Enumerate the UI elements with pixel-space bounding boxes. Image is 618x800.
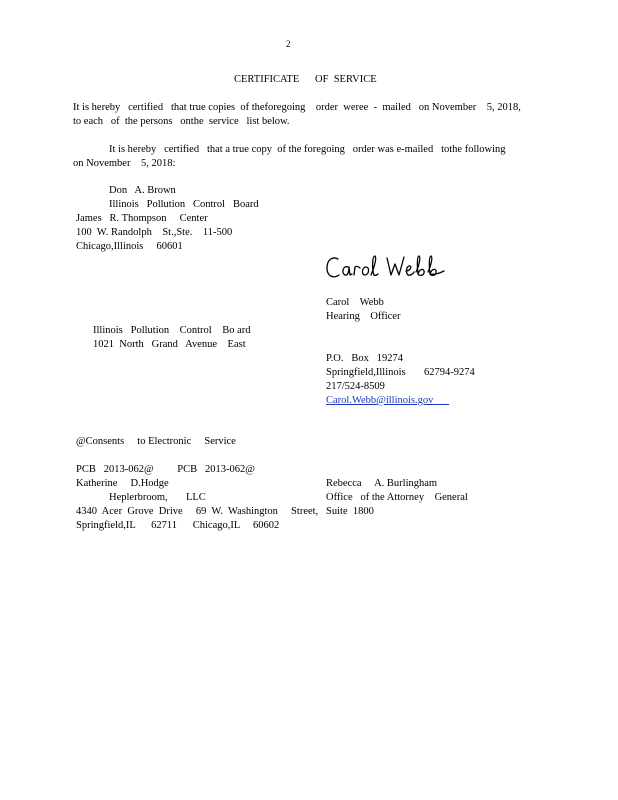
service-list-case-numbers: PCB 2013-062@ PCB 2013-062@: [76, 464, 255, 475]
recipient-org: Illinois Pollution Control Board: [109, 199, 259, 210]
recipient-building: James R. Thompson Center: [76, 213, 208, 224]
sender-email-text: Carol.Webb@illinois.gov: [326, 395, 434, 406]
service-list-org-left: Heplerbroom, LLC: [109, 492, 206, 503]
service-list-city: Springfield,IL 62711 Chicago,IL 60602: [76, 520, 280, 531]
sender-email-link[interactable]: [326, 394, 449, 407]
sender-city: Springfield,Illinois 62794-9274: [326, 367, 475, 378]
sender-role: Hearing Officer: [326, 311, 401, 322]
sender-phone: 217/524-8509: [326, 381, 385, 392]
page-number: 2: [286, 39, 291, 49]
sender-po-box: P.O. Box 19274: [326, 353, 404, 364]
paragraph-1-line-2: to each of the persons onthe service list below.: [73, 115, 290, 127]
paragraph-2-line-2: on November 5, 2018:: [73, 157, 176, 169]
paragraph-1: [73, 101, 548, 128]
sender-name: Carol Webb: [326, 297, 384, 308]
sender-org: Illinois Pollution Control Bo ard: [93, 325, 251, 336]
paragraph-2: [73, 143, 548, 170]
recipient-city: Chicago,Illinois 60601: [76, 241, 183, 252]
service-list-name-left: Katherine D.Hodge: [76, 478, 169, 489]
service-list-name-right: Rebecca A. Burlingham: [326, 478, 438, 489]
recipient-street: 100 W. Randolph St.,Ste. 11-500: [76, 227, 233, 238]
page-title: CERTIFICATE OF SERVICE: [234, 74, 377, 85]
paragraph-1-line-1: It is hereby certified that true copies of theforegoing order weree - mailed on November 5, 2018,: [73, 102, 521, 113]
service-list-org-right: Office of the Attorney General: [326, 492, 468, 503]
consents-label: @Consents to Electronic Service: [76, 436, 236, 447]
signature-image: [324, 252, 450, 284]
paragraph-2-line-1: It is hereby certified that a true copy of the foregoing order was e-mailed tothe following: [109, 144, 506, 155]
sender-org-address: 1021 North Grand Avenue East: [93, 339, 246, 350]
recipient-name: Don A. Brown: [109, 185, 176, 196]
service-list-street: 4340 Acer Grove Drive 69 W. Washington Street, Suite 1800: [76, 506, 374, 517]
